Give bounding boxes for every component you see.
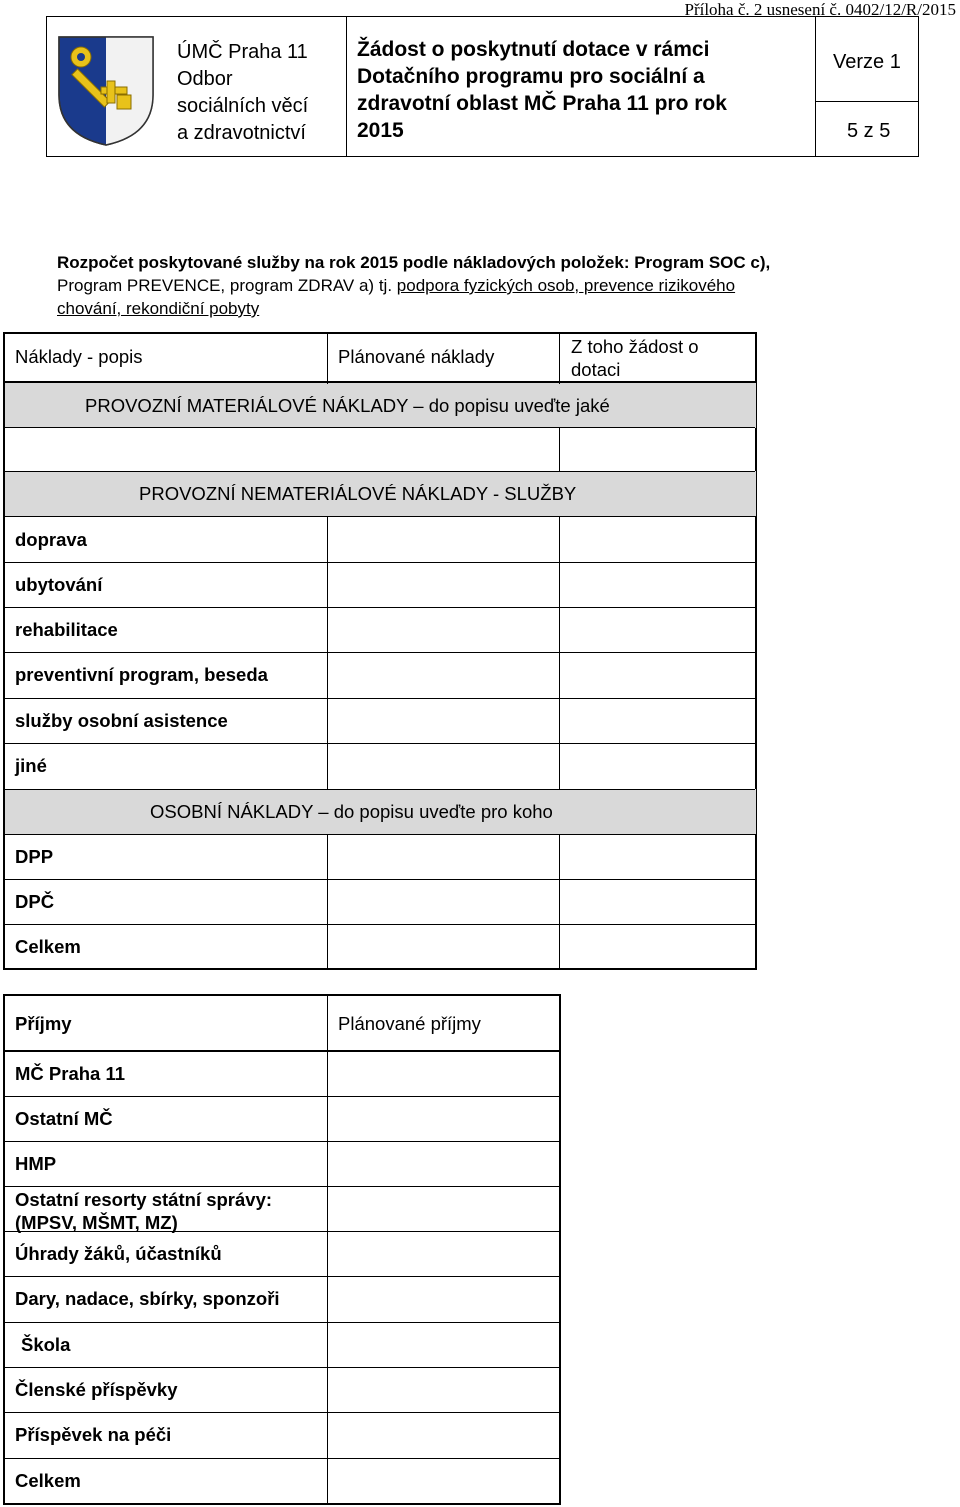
table-gridline bbox=[5, 743, 755, 744]
row-label: jiné bbox=[15, 755, 47, 776]
total-label: Celkem bbox=[15, 1470, 81, 1491]
table-gridline bbox=[5, 1096, 559, 1097]
table-gridline bbox=[5, 607, 755, 608]
attachment-reference: Příloha č. 2 usnesení č. 0402/12/R/2015 bbox=[684, 0, 956, 19]
table-gridline bbox=[5, 924, 755, 925]
row-label bbox=[15, 1188, 272, 1234]
table-gridline bbox=[327, 334, 328, 384]
heading-line-underlined: chování, rekondiční pobyty bbox=[57, 299, 260, 318]
section-personal-costs: OSOBNÍ NÁKLADY – do popisu uveďte pro koho bbox=[150, 801, 553, 822]
col-header-income: Příjmy bbox=[15, 1013, 72, 1034]
header-divider bbox=[815, 101, 918, 102]
row-label: ubytování bbox=[15, 574, 103, 595]
table-gridline bbox=[5, 698, 755, 699]
district-coat-of-arms bbox=[57, 35, 155, 147]
row-label: DPČ bbox=[15, 891, 55, 912]
document-header bbox=[46, 16, 919, 157]
row-label: rehabilitace bbox=[15, 619, 118, 640]
col-header-planned-costs: Plánované náklady bbox=[338, 346, 495, 367]
row-label: preventivní program, beseda bbox=[15, 664, 268, 685]
table-gridline bbox=[5, 879, 755, 880]
col-header-description: Náklady - popis bbox=[15, 346, 143, 367]
table-gridline bbox=[5, 1322, 559, 1323]
table-gridline bbox=[5, 789, 755, 790]
title-line: 2015 bbox=[357, 119, 404, 142]
row-label: Ostatní MČ bbox=[15, 1108, 113, 1129]
heading-line-underlined: podpora fyzických osob, prevence rizikového bbox=[396, 276, 736, 295]
row-label: Úhrady žáků, účastníků bbox=[15, 1243, 222, 1264]
row-label-line: Ostatní resorty státní správy: bbox=[15, 1189, 273, 1210]
header-line: dotaci bbox=[571, 359, 621, 380]
row-label: Škola bbox=[21, 1334, 71, 1355]
row-label-line: (MPSV, MŠMT, MZ) bbox=[15, 1212, 178, 1233]
col-header-subsidy-request bbox=[571, 335, 699, 381]
title-line: Dotačního programu pro sociální a bbox=[357, 65, 705, 88]
table-gridline bbox=[5, 1050, 559, 1052]
row-label: služby osobní asistence bbox=[15, 710, 228, 731]
row-label: Příspěvek na péči bbox=[15, 1424, 172, 1445]
table-gridline bbox=[5, 834, 755, 835]
office-line: ÚMČ Praha 11 bbox=[177, 41, 308, 63]
office-line: a zdravotnictví bbox=[177, 122, 306, 144]
table-gridline bbox=[5, 1276, 559, 1277]
heading-line: Program PREVENCE, program ZDRAV a) tj. bbox=[57, 276, 397, 295]
table-gridline bbox=[5, 1458, 559, 1459]
section-service-costs: PROVOZNÍ NEMATERIÁLOVÉ NÁKLADY - SLUŽBY bbox=[139, 483, 577, 504]
table-gridline bbox=[5, 1141, 559, 1142]
col-header-planned-income: Plánované příjmy bbox=[338, 1013, 481, 1034]
table-gridline bbox=[327, 516, 328, 789]
income-table bbox=[3, 994, 561, 1505]
section-heading bbox=[57, 251, 937, 320]
table-gridline bbox=[5, 516, 755, 517]
office-name bbox=[177, 39, 308, 147]
document-title bbox=[357, 36, 807, 144]
title-line: zdravotní oblast MČ Praha 11 pro rok bbox=[357, 92, 727, 115]
table-gridline bbox=[5, 1367, 559, 1368]
table-gridline bbox=[5, 1186, 559, 1187]
row-label: MČ Praha 11 bbox=[15, 1063, 126, 1084]
table-gridline bbox=[5, 471, 755, 472]
office-line: Odbor bbox=[177, 68, 233, 90]
header-line: Z toho žádost o bbox=[571, 336, 699, 357]
section-material-costs: PROVOZNÍ MATERIÁLOVÉ NÁKLADY – do popisu uveďte jaké bbox=[85, 395, 610, 416]
row-label: HMP bbox=[15, 1153, 57, 1174]
heading-line: Rozpočet poskytované služby na rok 2015 podle nákladových položek: Program SOC c), bbox=[57, 253, 771, 272]
total-label: Celkem bbox=[15, 936, 81, 957]
office-line: sociálních věcí bbox=[177, 95, 309, 117]
header-divider bbox=[346, 17, 347, 156]
row-label: DPP bbox=[15, 846, 54, 867]
page-number: 5 z 5 bbox=[847, 120, 891, 142]
table-gridline bbox=[559, 516, 560, 789]
table-gridline bbox=[5, 427, 755, 428]
table-gridline bbox=[5, 381, 755, 383]
row-label: doprava bbox=[15, 529, 87, 550]
table-gridline bbox=[5, 652, 755, 653]
row-label: Dary, nadace, sbírky, sponzoři bbox=[15, 1288, 280, 1309]
costs-table bbox=[3, 332, 757, 970]
version-label: Verze 1 bbox=[833, 51, 901, 73]
header-divider bbox=[815, 17, 816, 156]
title-line: Žádost o poskytnutí dotace v rámci bbox=[357, 38, 710, 61]
table-gridline bbox=[5, 1412, 559, 1413]
table-gridline bbox=[559, 834, 560, 970]
table-gridline bbox=[5, 562, 755, 563]
table-gridline bbox=[559, 427, 560, 471]
row-label: Členské příspěvky bbox=[15, 1379, 178, 1400]
table-gridline bbox=[559, 334, 560, 384]
table-gridline bbox=[327, 996, 328, 1504]
table-gridline bbox=[327, 834, 328, 970]
